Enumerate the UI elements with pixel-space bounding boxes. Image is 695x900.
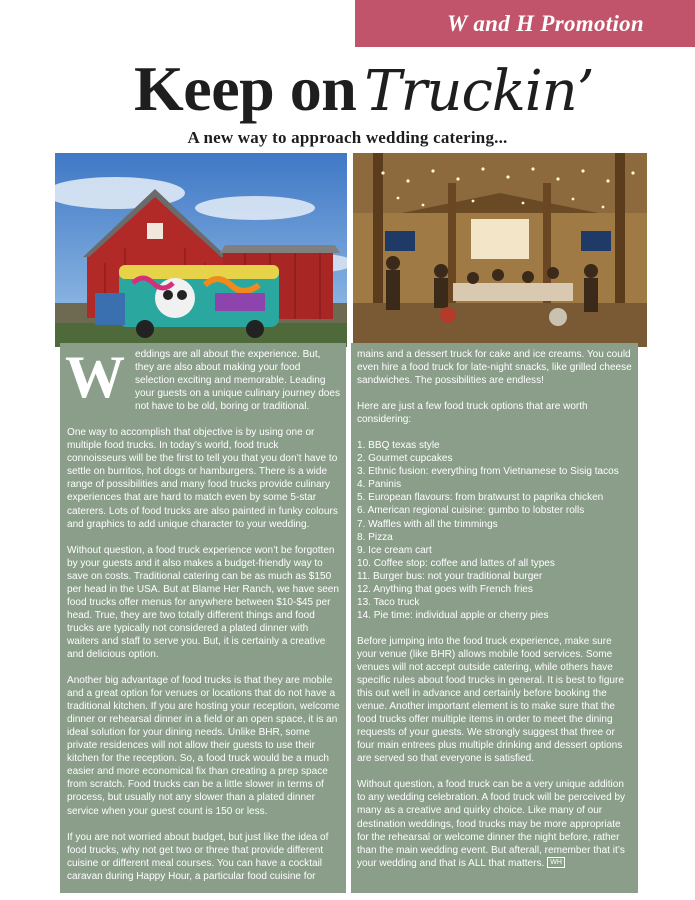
list-item: 11. Burger bus: not your traditional burger — [357, 570, 543, 582]
article-paragraph: mains and a dessert truck for cake and ice creams. You could even hire a food truck for late-night snacks, like grilled cheese sandwiches. The possibilities are endless! — [357, 349, 632, 387]
article-paragraph: If you are not worried about budget, but just like the idea of food trucks, why not get two or three that provide different cuisine or different meal courses. You can have a cocktail caravan during Happy Hour, a particular food cuisine for — [67, 831, 329, 882]
list-item: 8. Pizza — [357, 531, 393, 543]
list-item: 7. Waffles with all the trimmings — [357, 518, 498, 530]
dropcap-letter: W — [65, 344, 125, 410]
food-truck-options-list — [357, 439, 632, 622]
end-mark-logo: WH — [547, 857, 565, 868]
list-item: 1. BBQ texas style — [357, 440, 440, 452]
list-item: 4. Paninis — [357, 479, 402, 491]
headline-bold-text: Keep on — [134, 53, 357, 124]
list-item: 6. American regional cuisine: gumbo to lobster rolls — [357, 505, 585, 517]
photo-barn-food-truck — [55, 153, 347, 347]
article-intro — [65, 344, 340, 413]
section-banner: W and H Promotion — [355, 0, 695, 47]
list-item: 12. Anything that goes with French fries — [357, 583, 533, 595]
article-paragraph: One way to accomplish that objective is by using one or multiple food trucks. In today’s world, food truck connoisseurs will be the first to tell you that you don’t have to settle on burritos, hot dogs or hamburgers. There is a wide range of possibilities and many food trucks provide culinary experiences that are hard to match even by some 5-star caterers. Lots of food trucks are also painted in funky colours and graphics to add unique character to your wedding. — [67, 427, 338, 530]
intro-text: eddings are all about the experience. But, they are also about making your food selection exciting and memorable. Leading your guests on a unique culinary journey does not have to be old, boring or traditional. — [135, 349, 340, 413]
list-item: 2. Gourmet cupcakes — [357, 453, 453, 465]
article-paragraph: Another big advantage of food trucks is that they are mobile and a great option for venues or locations that do not have a traditional kitchen. If you are hosting your reception, welcome dinner or rehearsal dinner in a field or an open space, it is an ideal solution for your dining needs. Unlike BHR, some private residences will not allow their guests to use their kitchen for the reception. So, a food truck would be a much easier and more economical fix than creating a prep space from scratch. Food trucks can be a little slower in terms of process, but usually not any slower than a plated dinner service when your guest count is 150 or less. — [67, 675, 340, 817]
article-paragraph-final — [357, 778, 632, 869]
article-column-right — [351, 343, 638, 893]
article-column-left — [60, 343, 346, 893]
photo-barn-reception — [353, 153, 647, 347]
list-item: 9. Ice cream cart — [357, 544, 432, 556]
subheadline: A new way to approach wedding catering... — [187, 128, 508, 147]
article-paragraph: Here are just a few food truck options that are worth considering: — [357, 401, 588, 426]
list-item: 14. Pie time: individual apple or cherry pies — [357, 609, 549, 621]
list-item: 5. European flavours: from bratwurst to paprika chicken — [357, 492, 604, 504]
final-text: Without question, a food truck can be a very unique addition to any wedding celebration. A food truck will be perceived by many as a creative and quirky choice. Like many of our destination weddings, food trucks may be more appropriate for the rehearsal or welcome dinner the night before, rather than the main wedding event. But afterall, remember that it’s your wedding and that is ALL that matters. — [357, 779, 626, 869]
list-item: 10. Coffee stop: coffee and lattes of all types — [357, 557, 555, 569]
article-paragraph: Without question, a food truck experience won’t be forgotten by your guests and it also makes a budget-friendly way to save on costs. Traditional catering can be as much as $150 per head in the USA. But at Blame Her Ranch, we have seen food trucks offer menus for anywhere between $10-$45 per head. True, they are two totally different things and food trucks are typically not considered a plated dinner with waiters and staff to serve you. But, it is certainly a creative and delicious option. — [67, 544, 339, 660]
list-item: 13. Taco truck — [357, 596, 420, 608]
list-item: 3. Ethnic fusion: everything from Vietnamese to Sisig tacos — [357, 466, 619, 478]
headline-script-text: Truckin’ — [364, 59, 594, 124]
article-paragraph: Before jumping into the food truck experience, make sure your venue (like BHR) allows mobile food services. Some venues will not accept outside catering, while others have specific rules about food trucks in general. It is best to figure this out well in advance and certainly before booking the venue. Another important element is to make sure that the food trucks offer multiple items in order to meet the dining requests of your guests. We strongly suggest that three or four main entrees plus multiple drinking and dessert options are served so that everyone is satisfied. — [357, 635, 624, 765]
headline — [134, 52, 594, 130]
